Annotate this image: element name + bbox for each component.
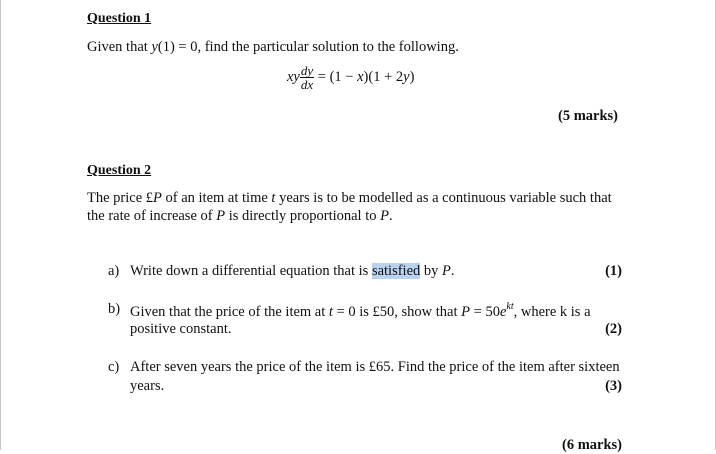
q2-line2-p2: P (380, 208, 389, 224)
q2b-line1 (130, 301, 591, 321)
q2-line1-a: The price £ (87, 190, 154, 206)
q2a-text (130, 263, 455, 280)
q2b-text-b: = 0 is £50, show that (332, 304, 462, 320)
q2-line2-b: is directly proportional to (225, 208, 381, 224)
q1-eq-y: y (403, 68, 410, 85)
q2a-text-b: by (420, 263, 443, 279)
q2c-line2: years. (130, 378, 165, 394)
q1-intro-b: , find the particular solution to the following. (197, 39, 459, 55)
q1-eq-rhs-b: )(1 + 2 (363, 68, 404, 85)
q2-line1-b: of an item at time (161, 190, 272, 206)
q2c-line1: After seven years the price of the item is £65. Find the price of the item after sixteen (130, 359, 620, 375)
q1-eq-den: dx (300, 77, 314, 92)
q1-eq-lhs: xy (287, 68, 300, 85)
q1-eq-rhs-a: = (1 − (314, 68, 358, 85)
q2b-label: b) (108, 301, 121, 317)
q2-line1-p: P (153, 190, 162, 206)
q1-heading: Question 1 (87, 11, 152, 26)
q2-line1 (87, 190, 612, 207)
q2b-text-e: e (499, 304, 507, 320)
q1-intro-a: Given that (87, 39, 152, 55)
q1-equation (287, 64, 414, 91)
q1-eq-rhs-c: ) (409, 68, 415, 85)
q2a-text-p: P (442, 263, 451, 279)
q1-marks: (5 marks) (557, 108, 618, 124)
q1-eq-fraction (300, 64, 314, 91)
q2b-marks: (2) (605, 321, 622, 337)
q1-cond-fn: y (151, 39, 158, 55)
q2b-text-c: = 50 (470, 304, 500, 320)
q2-heading: Question 2 (87, 163, 152, 178)
q2-line1-t: t (271, 190, 276, 206)
q2-line2-p: P (216, 208, 226, 224)
q2-line1-c: years is to be modelled as a continuous variable such that (275, 190, 612, 206)
q2a-highlighted-word[interactable]: satisfied (371, 263, 421, 279)
q2c-marks: (3) (605, 378, 622, 394)
q2a-label: a) (108, 263, 120, 279)
q2c-label: c) (108, 359, 120, 375)
q1-cond-rest: (1) = 0 (157, 39, 198, 55)
q1-eq-x: x (357, 68, 364, 85)
q2-marks: (6 marks) (561, 437, 622, 453)
q2a-text-a: Write down a differential equation that is (130, 263, 372, 279)
q1-eq-num: dy (300, 63, 314, 78)
page-border-left (0, 0, 1, 450)
q2b-text-p: P (461, 304, 471, 320)
q2b-line2: positive constant. (130, 321, 232, 337)
q2-line2-a: the rate of increase of (87, 208, 217, 224)
q1-intro (87, 39, 459, 56)
q2b-text-t: t (328, 304, 333, 320)
q2a-text-c: . (450, 263, 455, 279)
q2-line2-c: . (388, 208, 393, 224)
q2b-text-a: Given that the price of the item at (130, 304, 329, 320)
q2-line2 (87, 208, 393, 225)
q2b-exponent: kt (506, 301, 514, 312)
q2a-marks: (1) (605, 263, 622, 279)
q2b-text-d: , where k is a (513, 304, 591, 320)
